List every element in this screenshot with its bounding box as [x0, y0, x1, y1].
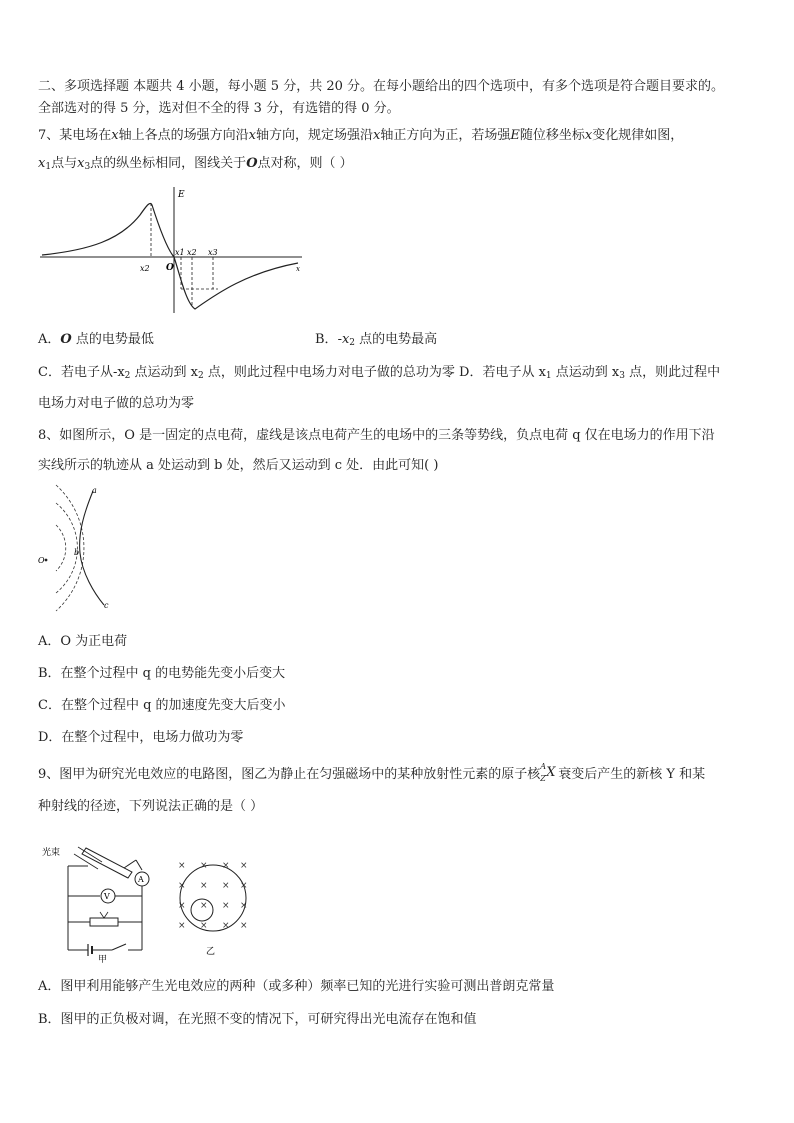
q9-option-a: A．图甲利用能够产生光电效应的两种（或多种）频率已知的光进行实验可测出普朗克常量	[38, 979, 555, 994]
q8-number: 8、	[38, 428, 60, 443]
q8-stem-line2: 实线所示的轨迹从 a 处运动到 b 处，然后又运动到 c 处．由此可知( )	[38, 458, 439, 473]
q9-voltmeter-label: V	[104, 892, 110, 901]
q7-axis-label: x	[296, 265, 300, 273]
q8-point-o	[45, 559, 48, 562]
q9-switch	[112, 944, 126, 950]
q7-var: O	[246, 156, 258, 171]
q9-nuclide	[540, 762, 558, 783]
svg-text:×: ×	[240, 921, 248, 931]
q8-c-label: c	[104, 601, 109, 610]
section-header-line1: 二、多项选择题 本题共 4 小题，每小题 5 分，共 20 分。在每小题给出的四个选项中，有多个选项是符合题目要求的。	[38, 79, 725, 94]
q7-text: 随位移坐标	[519, 128, 585, 143]
q7-sub: 3	[619, 371, 625, 381]
q7-var: x	[111, 128, 119, 143]
svg-text:×: ×	[222, 861, 230, 871]
q7-var: x	[248, 128, 256, 143]
q7-x2-label: x2	[140, 264, 150, 273]
svg-text:×: ×	[240, 881, 248, 891]
q7-option-c-d	[38, 364, 720, 385]
svg-text:×: ×	[178, 921, 186, 931]
q9-rheostat	[90, 918, 118, 926]
q7-var: x	[373, 128, 381, 143]
q7-var: x	[77, 156, 85, 171]
section-header-line2: 全部选对的得 5 分，选对但不全的得 3 分，有选错的得 0 分。	[38, 101, 400, 116]
q7-option-a	[38, 331, 154, 349]
q9-text: 衰变后产生的新核 Y 和某	[558, 767, 706, 782]
q8-option-a: A．O 为正电荷	[38, 634, 128, 649]
q9-stem-line2: 种射线的径迹，下列说法正确的是（ ）	[38, 799, 264, 814]
q8-equipotential-inner	[56, 525, 66, 571]
svg-text:×: ×	[240, 861, 248, 871]
q9-magnetic-field-figure	[176, 858, 246, 958]
q7-text: 点运动到 x	[551, 365, 620, 380]
q8-text: 如图所示，O 是一固定的点电荷，虚线是该点电荷产生的电场中的三条等势线，负点电荷 q 仅在电场力的作用下沿	[59, 428, 715, 443]
q9-text: 图甲为研究光电效应的电路图，图乙为静止在匀强磁场中的某种放射性元素的原子核	[59, 767, 541, 782]
q9-number: 9、	[38, 767, 60, 782]
q7-curve	[42, 203, 298, 309]
q7-option-c: C．若电子从-x	[38, 365, 125, 380]
q9-option-b: B．图甲的正负极对调，在光照不变的情况下，可研究得出光电流存在饱和值	[38, 1012, 477, 1027]
q7-text: 点的纵坐标相同，图线关于	[90, 156, 247, 171]
q7-text: 轴上各点的场强方向沿	[118, 128, 249, 143]
q7-option-a-text: 点的电势最低	[71, 332, 154, 347]
q9-rheostat-slider	[100, 912, 108, 918]
q7-text: 轴正方向为正，若场强	[380, 128, 511, 143]
svg-text:×: ×	[240, 901, 248, 911]
q7-x2b-label: x2	[187, 248, 197, 257]
svg-text:×: ×	[178, 881, 186, 891]
q8-o-label: O	[38, 556, 45, 565]
q7-o-label: O	[166, 263, 174, 273]
svg-text:×: ×	[200, 881, 208, 891]
q7-field-graph	[40, 185, 305, 315]
q8-option-b: B．在整个过程中 q 的电势能先变小后变大	[38, 666, 286, 681]
q7-option-b-tail: 点的电势最高	[355, 332, 438, 347]
q8-stem-line1	[38, 427, 715, 445]
q9-yi-label: 乙	[206, 947, 216, 957]
q7-text: 变化规律如图，	[592, 128, 684, 143]
svg-text:×: ×	[178, 861, 186, 871]
q9-stem-line1	[38, 764, 705, 784]
svg-text:×: ×	[200, 921, 208, 931]
q7-stem-line2	[38, 155, 353, 176]
q7-option-b	[315, 331, 437, 352]
q8-trajectory	[80, 491, 104, 605]
q9-jia-label: 甲	[98, 955, 108, 965]
q8-equipotential-figure	[36, 483, 136, 613]
q8-a-label: a	[92, 486, 97, 495]
q7-text: 轴方向，规定场强沿	[256, 128, 374, 143]
q9-nuclide-mass: A	[540, 762, 547, 771]
q7-text: 点与	[51, 156, 78, 171]
q8-option-c: C．在整个过程中 q 的加速度先变大后变小	[38, 698, 286, 713]
q8-b-label: b	[74, 548, 80, 557]
q7-number: 7、	[38, 128, 60, 143]
q9-photoelectric-circuit	[42, 842, 160, 965]
q7-option-d: D．若电子从 x	[459, 365, 546, 380]
q7-x1-label: x1	[175, 248, 185, 257]
q9-wire	[136, 860, 142, 870]
q9-ammeter-label: A	[138, 875, 144, 884]
q7-var: x	[584, 128, 593, 143]
svg-text:×: ×	[200, 861, 208, 871]
q9-large-track	[180, 865, 246, 931]
q7-sub: 2	[349, 338, 356, 348]
q8-option-d: D．在整个过程中，电场力做功为零	[38, 730, 244, 745]
svg-text:×: ×	[178, 901, 186, 911]
q7-stem-line1	[38, 127, 683, 145]
q7-sub: 2	[124, 371, 131, 381]
q9-light-label: 光束	[42, 848, 61, 858]
q7-e-label: E	[178, 190, 185, 200]
q7-option-d-cont: 电场力对电子做的总功为零	[38, 396, 195, 411]
q7-text: 点，则此过程中电场力对电子做的总功为零	[203, 365, 455, 380]
svg-text:×: ×	[222, 881, 230, 891]
q7-sub: 1	[45, 162, 52, 172]
svg-text:×: ×	[222, 921, 230, 931]
q7-var: E	[510, 128, 520, 143]
q7-option-b-text: -x	[337, 332, 350, 347]
svg-text:×: ×	[222, 901, 230, 911]
q7-text: 点对称，则（ ）	[257, 156, 353, 171]
q7-var: O	[60, 332, 72, 347]
q7-var: x	[38, 156, 46, 171]
q7-sub: 1	[545, 371, 552, 381]
q7-sub: 2	[198, 371, 204, 381]
q7-x3-label: x3	[208, 248, 218, 257]
q9-nuclide-charge: Z	[540, 774, 546, 783]
q7-text: 点运动到 x	[130, 365, 199, 380]
q7-text: 某电场在	[59, 128, 112, 143]
q7-option-a-label: A．	[38, 332, 61, 347]
q9-nuclide-symbol: X	[546, 765, 556, 780]
q7-option-b-label: B．	[315, 332, 338, 347]
q9-phototube	[82, 848, 132, 878]
q9-electrode	[124, 860, 136, 868]
svg-text:×: ×	[200, 901, 208, 911]
q7-text: 点，则此过程中	[625, 365, 721, 380]
q7-sub: 3	[84, 162, 91, 172]
